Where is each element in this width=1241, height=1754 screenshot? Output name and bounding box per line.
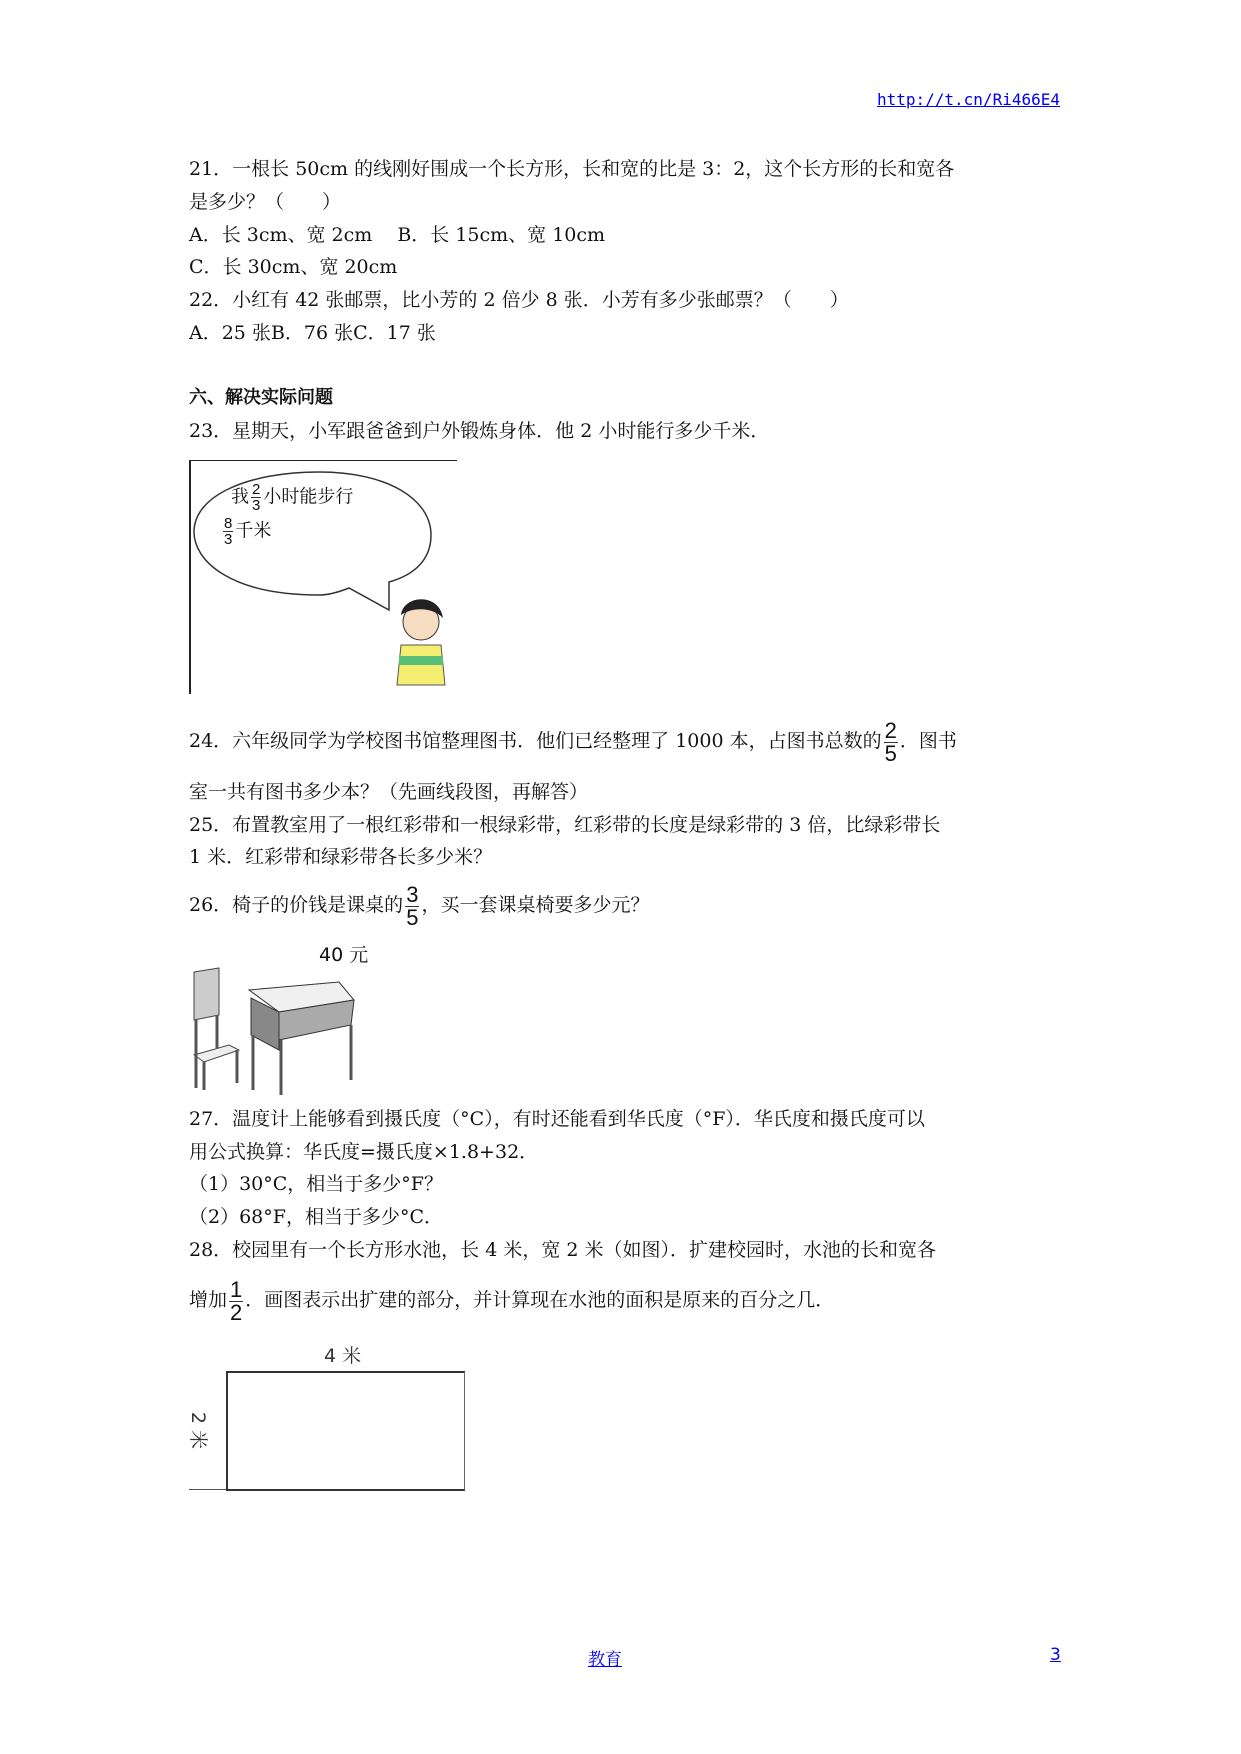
footer-link[interactable]: 教育 bbox=[588, 1650, 622, 1670]
header-url-link[interactable]: http://t.cn/Ri466E4 bbox=[876, 90, 1060, 109]
q27-sub1: （1）30°C，相当于多少°F？ bbox=[189, 1173, 443, 1195]
q22-line1: 22．小红有 42 张邮票，比小芳的 2 倍少 8 张．小芳有多少张邮票？（ ） bbox=[189, 289, 849, 311]
section-heading: 六、解决实际问题 bbox=[189, 387, 333, 408]
q25-line2: 1 米．红彩带和绿彩带各长多少米？ bbox=[189, 846, 493, 868]
pool-rectangle bbox=[226, 1371, 465, 1491]
q28-line2: 增加 $\frac{1}{2}$ ．画图表示出扩建的部分，并计算现在水池的面积是原来的百分之几． bbox=[189, 1276, 835, 1325]
fraction-8-3: $\frac{8}{3}$ bbox=[224, 515, 233, 548]
pool-width-label: 2 米 bbox=[187, 1411, 210, 1450]
desk-price-label: 40 元 bbox=[319, 944, 369, 966]
q21-line2: 是多少？（ ） bbox=[189, 191, 342, 213]
q27-line2: 用公式换算：华氏度=摄氏度×1.8+32． bbox=[189, 1141, 539, 1163]
fraction-2-3: $\frac{2}{3}$ bbox=[252, 481, 261, 514]
q27-sub2: （2）68°F，相当于多少°C． bbox=[189, 1206, 443, 1228]
fraction-1-2: $\frac{1}{2}$ bbox=[230, 1276, 243, 1325]
page-number-link[interactable]: 3 bbox=[1050, 1645, 1061, 1665]
q28-line1: 28．校园里有一个长方形水池，长 4 米，宽 2 米（如图）．扩建校园时，水池的长和宽各 bbox=[189, 1239, 937, 1261]
chair-and-desk-icon bbox=[189, 940, 414, 1096]
q24-line1: 24．六年级同学为学校图书馆整理图书．他们已经整理了 1000 本，占图书总数的 $\frac{2}{5}$ ．图书 bbox=[189, 717, 957, 766]
q21-option-c: C．长 30cm、宽 20cm bbox=[189, 256, 398, 278]
baseline-divider bbox=[189, 1489, 226, 1490]
q27-line1: 27．温度计上能够看到摄氏度（°C），有时还能看到华氏度（°F）．华氏度和摄氏度可以 bbox=[189, 1108, 925, 1130]
q22-options: A．25 张B．76 张C．17 张 bbox=[189, 322, 436, 344]
fraction-3-5: $\frac{3}{5}$ bbox=[406, 881, 419, 930]
q21-options-ab: A．长 3cm、宽 2cm B．长 15cm、宽 10cm bbox=[189, 224, 606, 246]
q24-line2: 室一共有图书多少本？（先画线段图，再解答） bbox=[189, 781, 589, 803]
bubble-end: 千米 bbox=[235, 520, 272, 542]
q26-line: 26．椅子的价钱是课桌的 $\frac{3}{5}$ ，买一套课桌椅要多少元？ bbox=[189, 881, 650, 930]
q28-pool-diagram bbox=[189, 1337, 469, 1492]
bubble-text-line2 bbox=[221, 516, 271, 547]
q26-furniture-illustration bbox=[189, 940, 414, 1096]
q21-line1: 21．一根长 50cm 的线刚好围成一个长方形，长和宽的比是 3：2，这个长方形的长和宽各 bbox=[189, 158, 955, 180]
pool-length-label: 4 米 bbox=[324, 1345, 362, 1367]
q23-illustration bbox=[189, 460, 457, 694]
bubble-mid: 小时能步行 bbox=[263, 486, 354, 508]
bubble-pre: 我 bbox=[231, 486, 249, 508]
q25-line1: 25．布置教室用了一根红彩带和一根绿彩带，红彩带的长度是绿彩带的 3 倍，比绿彩带长 bbox=[189, 814, 941, 836]
bubble-text-line1 bbox=[231, 482, 353, 513]
q23-text: 23．星期天，小军跟爸爸到户外锻炼身体．他 2 小时能行多少千米． bbox=[189, 420, 770, 442]
fraction-2-5: $\frac{2}{5}$ bbox=[884, 717, 897, 766]
